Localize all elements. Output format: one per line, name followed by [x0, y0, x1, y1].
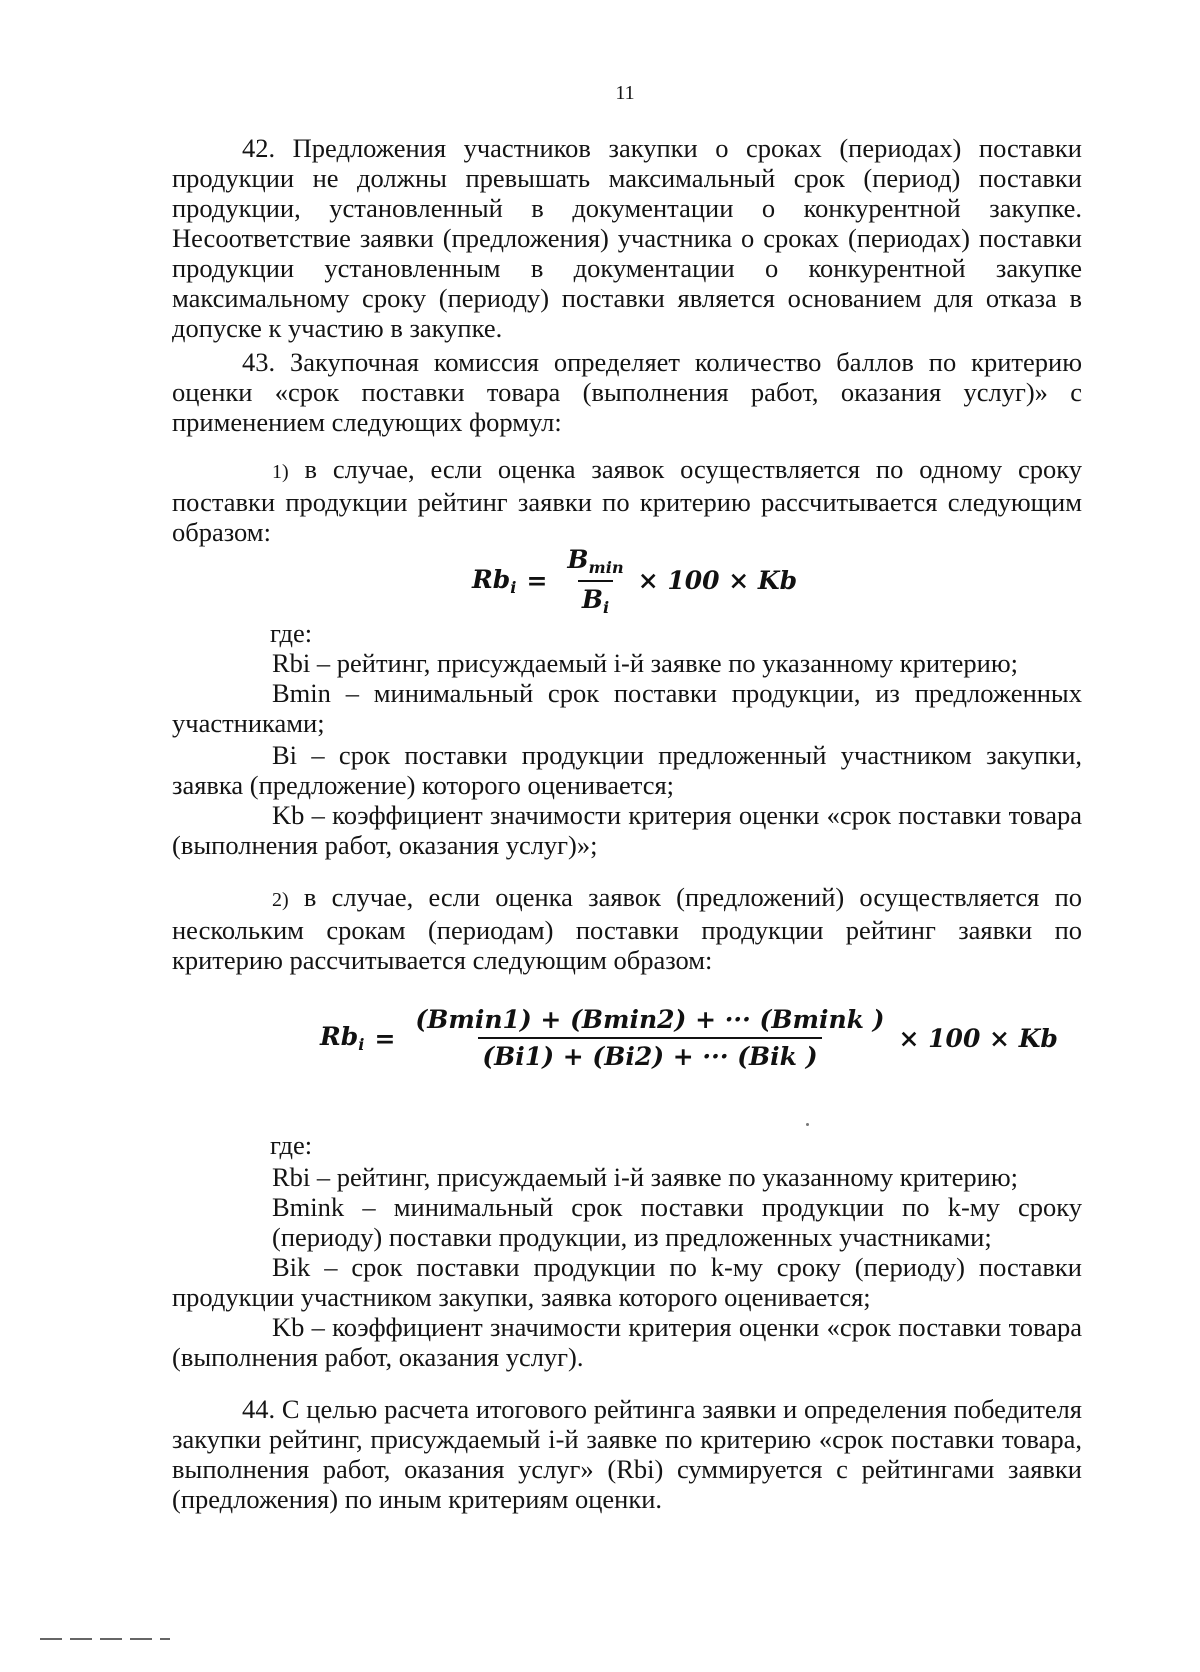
formula-1-lhs: $Rb_i$ [472, 564, 517, 597]
paragraph-43: 43. Закупочная комиссия определяет количество баллов по критерию оценки «срок поставки товара (выполнения работ, оказания услуг)» с применением следующих формул: [172, 347, 1082, 437]
page-number: 11 [615, 82, 635, 104]
formula-2-denominator: (Bi1) + (Bi2) + ··· (Bik ) [478, 1037, 821, 1071]
list-item-2 [172, 882, 1082, 975]
paragraph-42: 42. Предложения участников закупки о сроках (периодах) поставки продукции не должны превышать максимальный срок (период) поставки продукции, установленный в документации о конкурентной закупке. Несоответствие заявки (предложения) участника о сроках (периодах) поставки продукции установленным в документации о конкурентной закупке максимальному сроку (периоду) поставки является основанием для отказа в допуске к участию в закупке. [172, 133, 1082, 343]
formula-1-denominator: $B_i$ [578, 580, 613, 617]
list-item-2-number: 2) [272, 889, 289, 911]
formula-2-numerator: (Bmin1) + (Bmin2) + ··· (Bmink ) [415, 1005, 885, 1034]
definition-rbi-1: Rbi – рейтинг, присуждаемый i-й заявке по указанному критерию; [272, 648, 1018, 678]
scan-edge-mark [40, 1638, 170, 1640]
formula-2-fraction [411, 1005, 888, 1071]
formula-1-equals: = [526, 566, 548, 596]
definition-bi: Bi – срок поставки продукции предложенный участником закупки, заявка (предложение) которого оценивается; [172, 740, 1082, 800]
definition-bmin: Bmin – минимальный срок поставки продукции, из предложенных участниками; [172, 678, 1082, 738]
formula-2-multiplier: × 100 × Kb [898, 1023, 1058, 1053]
list-item-1-text: в случае, если оценка заявок осуществляется по одному сроку поставки продукции рейтинг заявки по критерию рассчитывается следующим образом: [172, 454, 1082, 547]
definition-kb-1: Kb – коэффициент значимости критерия оценки «срок поставки товара (выполнения работ, оказания услуг)»; [172, 800, 1082, 860]
paragraph-44: 44. С целью расчета итогового рейтинга заявки и определения победителя закупки рейтинг, присуждаемый i-й заявке по критерию «срок поставки товара, выполнения работ, оказания услуг» (Rbi) суммируется с рейтингами заявки (предложения) по иным критериям оценки. [172, 1394, 1082, 1514]
definition-bik: Bik – срок поставки продукции по k-му сроку (периоду) поставки продукции участником закупки, заявка которого оценивается; [172, 1252, 1082, 1312]
formula-1 [472, 545, 797, 617]
formula-1-multiplier: × 100 × Kb [637, 566, 798, 596]
formula-1-fraction [563, 545, 627, 617]
definition-rbi-2: Rbi – рейтинг, присуждаемый i-й заявке по указанному критерию; [272, 1162, 1018, 1192]
formula-2-equals: = [374, 1023, 396, 1053]
list-item-2-text: в случае, если оценка заявок (предложений) осуществляется по нескольким срокам (периодам) поставки продукции рейтинг заявки по критерию рассчитывается следующим образом: [172, 882, 1082, 975]
where-label-2: где: [270, 1130, 313, 1160]
list-item-1-number: 1) [272, 461, 289, 483]
where-label-1: где: [270, 618, 313, 648]
list-item-1 [172, 454, 1082, 547]
formula-1-numerator: $B_{min}$ [567, 545, 624, 577]
formula-2 [320, 1005, 1058, 1071]
formula-2-lhs: $Rb_i$ [320, 1022, 365, 1054]
scan-speck [806, 1123, 809, 1126]
definition-bmink: Bmink – минимальный срок поставки продукции по k-му сроку (периоду) поставки продукции, из предложенных участниками; [272, 1192, 1082, 1252]
definition-kb-2: Kb – коэффициент значимости критерия оценки «срок поставки товара (выполнения работ, оказания услуг). [172, 1312, 1082, 1372]
